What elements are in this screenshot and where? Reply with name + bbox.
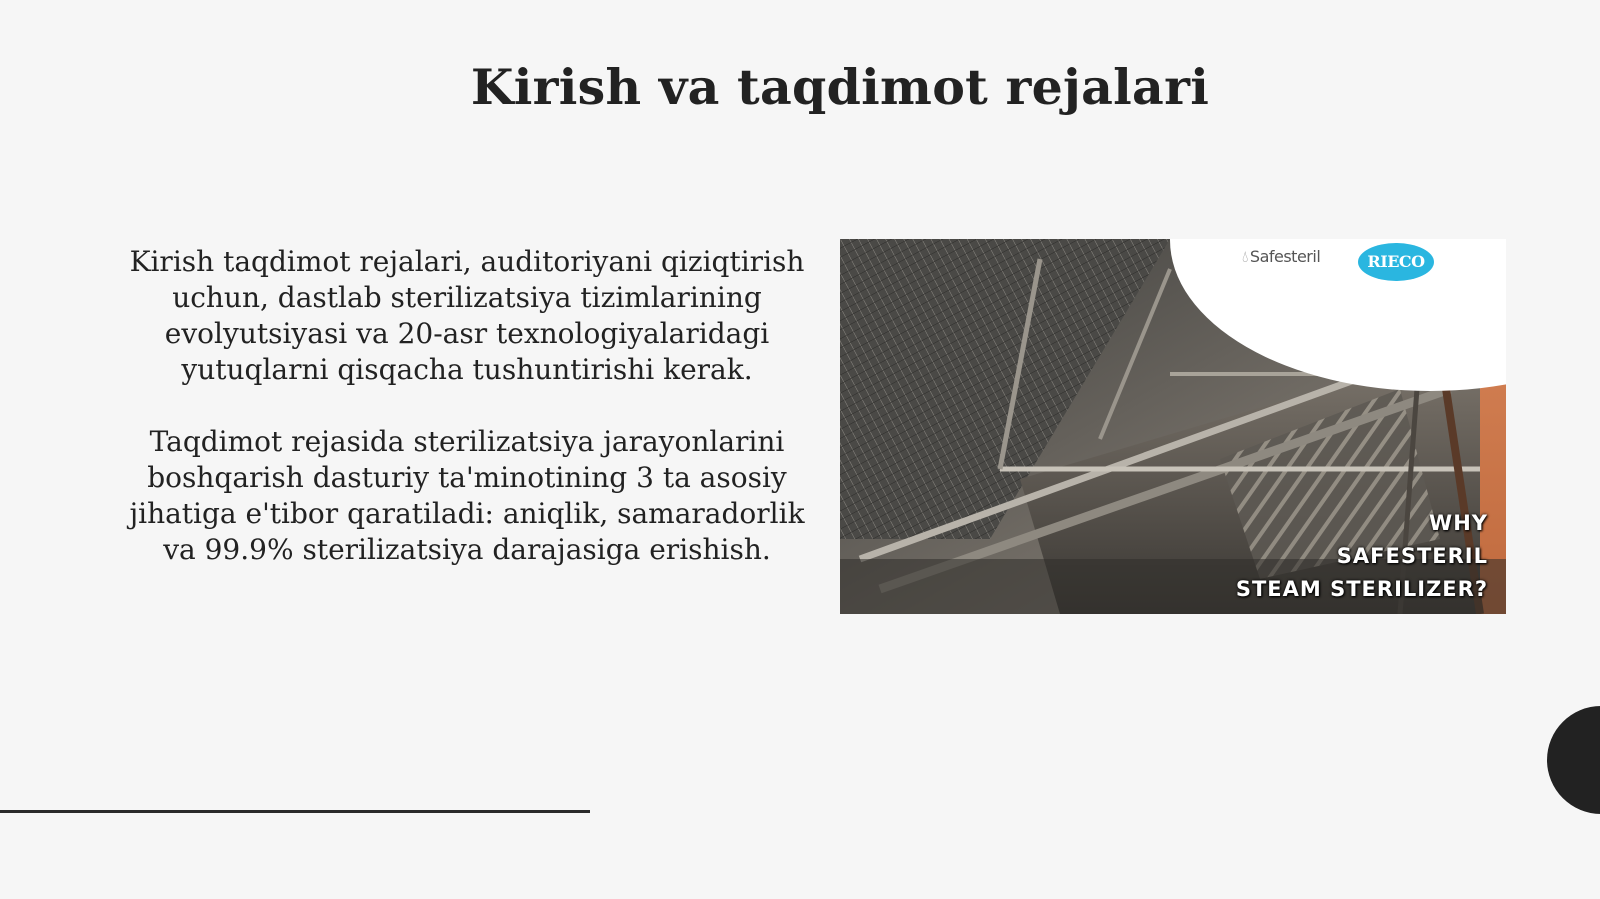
decorative-half-circle <box>1547 706 1600 814</box>
caption-line: STEAM STERILIZER? <box>1235 577 1488 601</box>
paragraph-plan: Taqdimot rejasida sterilizatsiya jarayonlarini boshqarish dasturiy ta'minotining 3 ta asosiy jihatiga e'tibor qaratiladi: aniqlik, samaradorlik va 99.9% sterilizatsiya darajasiga erishish. <box>129 425 805 566</box>
paragraph-intro: Kirish taqdimot rejalari, auditoriyani qiziqtirish uchun, dastlab sterilizatsiya tizimlarining evolyutsiyasi va 20-asr texnologiyalaridagi yutuqlarni qisqacha tushuntirishi kerak. <box>129 245 805 386</box>
sterilizer-photo <box>840 239 1506 614</box>
slide-title: Kirish va taqdimot rejalari <box>470 58 1210 116</box>
safesteril-logo <box>1242 247 1320 267</box>
rieco-logo: RIECO <box>1358 243 1434 281</box>
safesteril-logo-text: Safesteril <box>1249 247 1321 266</box>
footer-divider <box>0 810 590 813</box>
caption-line: SAFESTERIL <box>1336 544 1488 568</box>
caption-line: WHY <box>1429 511 1488 535</box>
drop-icon: 💧︎ <box>1242 247 1248 266</box>
slide-body <box>112 244 822 604</box>
photo-caption <box>1236 507 1488 606</box>
